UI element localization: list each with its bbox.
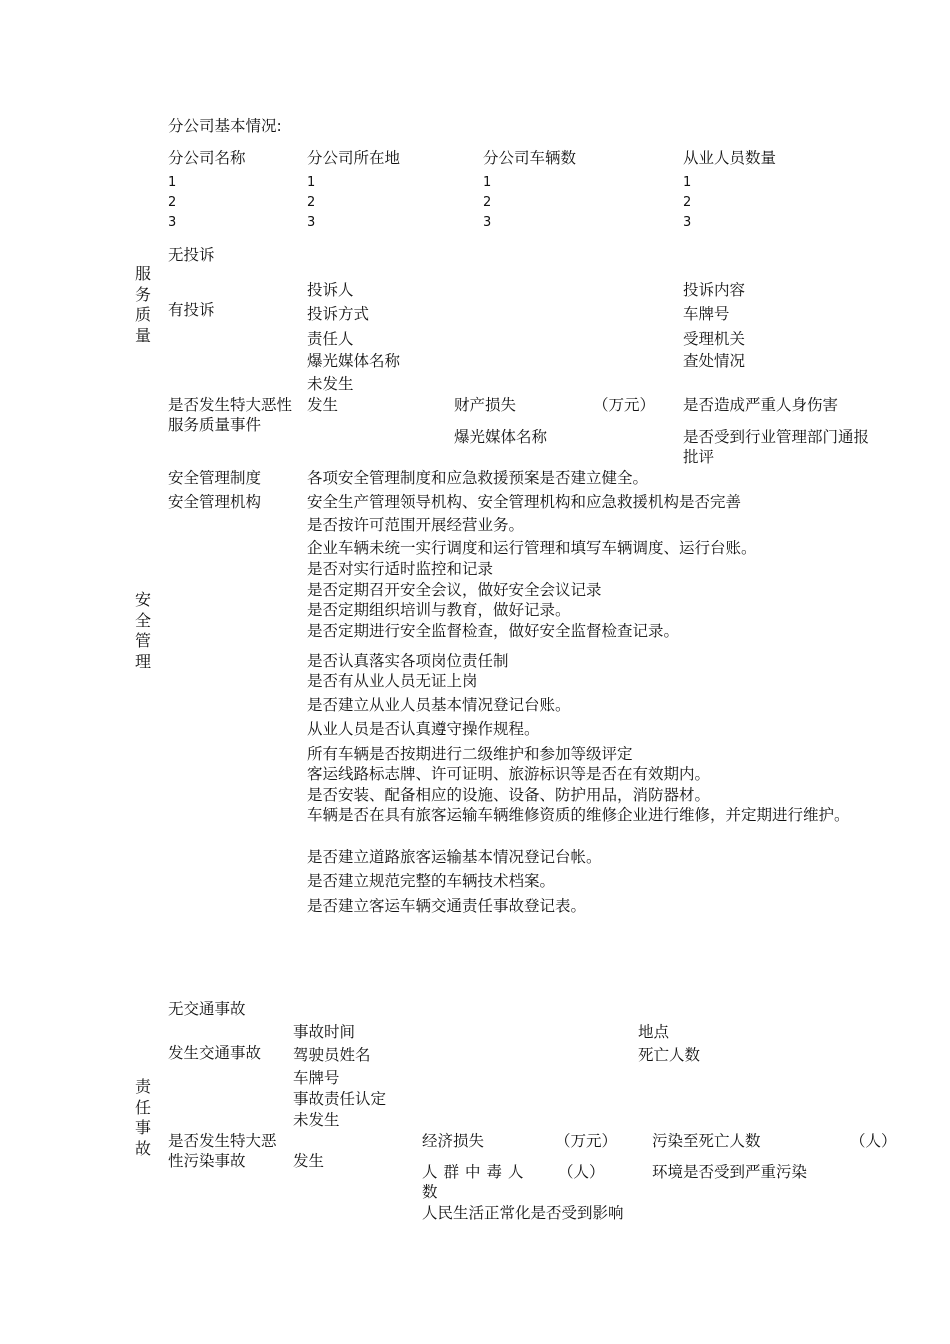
table-cell: 3 xyxy=(683,215,692,230)
handling-agency-label: 受理机关 xyxy=(683,330,746,348)
not-occurred-option: 未发生 xyxy=(307,375,354,393)
occurred-option-2: 发生 xyxy=(293,1152,325,1170)
media-name-label: 爆光媒体名称 xyxy=(307,352,401,370)
complaint-content-label: 投诉内容 xyxy=(683,281,746,299)
section-label-safety: 安全管理 xyxy=(134,590,151,671)
table-cell: 1 xyxy=(483,175,492,190)
header-branch-name: 分公司名称 xyxy=(168,149,246,167)
pollution-deaths-label: 污染至死亡人数 xyxy=(652,1132,761,1150)
table-cell: 3 xyxy=(307,215,316,230)
safety-item: 是否定期进行安全监督检查，做好安全监督检查记录。 xyxy=(307,622,680,640)
poisoned-label: 人群中毒人数 xyxy=(422,1163,530,1201)
unit-wan: （万元） xyxy=(593,396,656,414)
safety-system-label: 安全管理制度 xyxy=(168,469,262,487)
section-label-service: 服务质量 xyxy=(134,264,151,345)
section-label-accident: 责任事故 xyxy=(134,1077,151,1158)
unit-person-2: （人） xyxy=(558,1163,605,1181)
safety-item: 客运线路标志牌、许可证明、旅游标识等是否在有效期内。 xyxy=(307,765,711,783)
not-occurred-option-2: 未发生 xyxy=(293,1111,340,1129)
header-branch-location: 分公司所在地 xyxy=(307,149,401,167)
safety-item: 是否建立道路旅客运输基本情况登记台帐。 xyxy=(307,848,602,866)
accident-time-label: 事故时间 xyxy=(293,1023,356,1041)
safety-item: 所有车辆是否按期进行二级维护和参加等级评定 xyxy=(307,745,633,763)
driver-name-label: 驾驶员姓名 xyxy=(293,1046,371,1064)
basic-title: 分公司基本情况: xyxy=(168,117,282,135)
safety-item: 是否建立从业人员基本情况登记台账。 xyxy=(307,696,571,714)
unit-wan-2: （万元） xyxy=(555,1132,618,1150)
media-name-label-2: 爆光媒体名称 xyxy=(454,428,548,446)
life-affected-question: 人民生活正常化是否受到影响 xyxy=(422,1204,624,1222)
table-cell: 3 xyxy=(483,215,492,230)
table-cell: 2 xyxy=(307,195,316,210)
responsible-person-label: 责任人 xyxy=(307,330,354,348)
table-cell: 1 xyxy=(168,175,177,190)
safety-item: 安全生产管理领导机构、安全管理机构和应急救援机构是否完善 xyxy=(307,493,742,511)
has-accident: 发生交通事故 xyxy=(168,1044,262,1062)
plate-number-label-2: 车牌号 xyxy=(293,1069,340,1087)
handling-status-label: 查处情况 xyxy=(683,352,746,370)
unit-person: （人） xyxy=(850,1132,897,1150)
safety-org-label: 安全管理机构 xyxy=(168,493,262,511)
property-loss-label: 财产损失 xyxy=(454,396,517,414)
safety-item: 是否定期组织培训与教育，做好记录。 xyxy=(307,601,571,619)
occurred-option: 发生 xyxy=(307,396,339,414)
safety-item: 是否安装、配备相应的设施、设备、防护用品，消防器材。 xyxy=(307,786,711,804)
deaths-label: 死亡人数 xyxy=(638,1046,701,1064)
table-cell: 3 xyxy=(168,215,177,230)
plate-number-label: 车牌号 xyxy=(683,305,730,323)
safety-item: 是否有从业人员无证上岗 xyxy=(307,672,478,690)
table-cell: 2 xyxy=(168,195,177,210)
location-label: 地点 xyxy=(638,1023,670,1041)
table-cell: 2 xyxy=(683,195,692,210)
header-branch-vehicles: 分公司车辆数 xyxy=(483,149,577,167)
table-cell: 1 xyxy=(683,175,692,190)
env-polluted-question: 环境是否受到严重污染 xyxy=(652,1163,808,1181)
safety-item: 是否按许可范围开展经营业务。 xyxy=(307,516,525,534)
complainant-label: 投诉人 xyxy=(307,281,354,299)
header-staff-count: 从业人员数量 xyxy=(683,149,777,167)
safety-item: 是否对实行适时监控和记录 xyxy=(307,560,494,578)
no-complaint: 无投诉 xyxy=(168,246,215,264)
safety-item: 是否定期召开安全会议，做好安全会议记录 xyxy=(307,581,602,599)
table-cell: 2 xyxy=(483,195,492,210)
safety-item: 是否建立客运车辆交通责任事故登记表。 xyxy=(307,897,587,915)
safety-item: 各项安全管理制度和应急救援预案是否建立健全。 xyxy=(307,469,649,487)
criticized-question: 是否受到行业管理部门通报批评 xyxy=(683,428,870,466)
major-event-question: 是否发生特大恶性服务质量事件 xyxy=(168,396,293,434)
complaint-method-label: 投诉方式 xyxy=(307,305,370,323)
no-accident: 无交通事故 xyxy=(168,1000,246,1018)
safety-item: 是否建立规范完整的车辆技术档案。 xyxy=(307,872,556,890)
serious-injury-question: 是否造成严重人身伤害 xyxy=(683,396,839,414)
economic-loss-label: 经济损失 xyxy=(422,1132,485,1150)
safety-item: 是否认真落实各项岗位责任制 xyxy=(307,652,509,670)
safety-item: 车辆是否在具有旅客运输车辆维修资质的维修企业进行维修，并定期进行维护。 xyxy=(307,806,850,824)
has-complaint: 有投诉 xyxy=(168,301,215,319)
safety-item: 从业人员是否认真遵守操作规程。 xyxy=(307,720,540,738)
responsibility-label: 事故责任认定 xyxy=(293,1090,387,1108)
table-cell: 1 xyxy=(307,175,316,190)
safety-item: 企业车辆未统一实行调度和运行管理和填写车辆调度、运行台账。 xyxy=(307,539,757,557)
pollution-question: 是否发生特大恶性污染事故 xyxy=(168,1132,277,1170)
